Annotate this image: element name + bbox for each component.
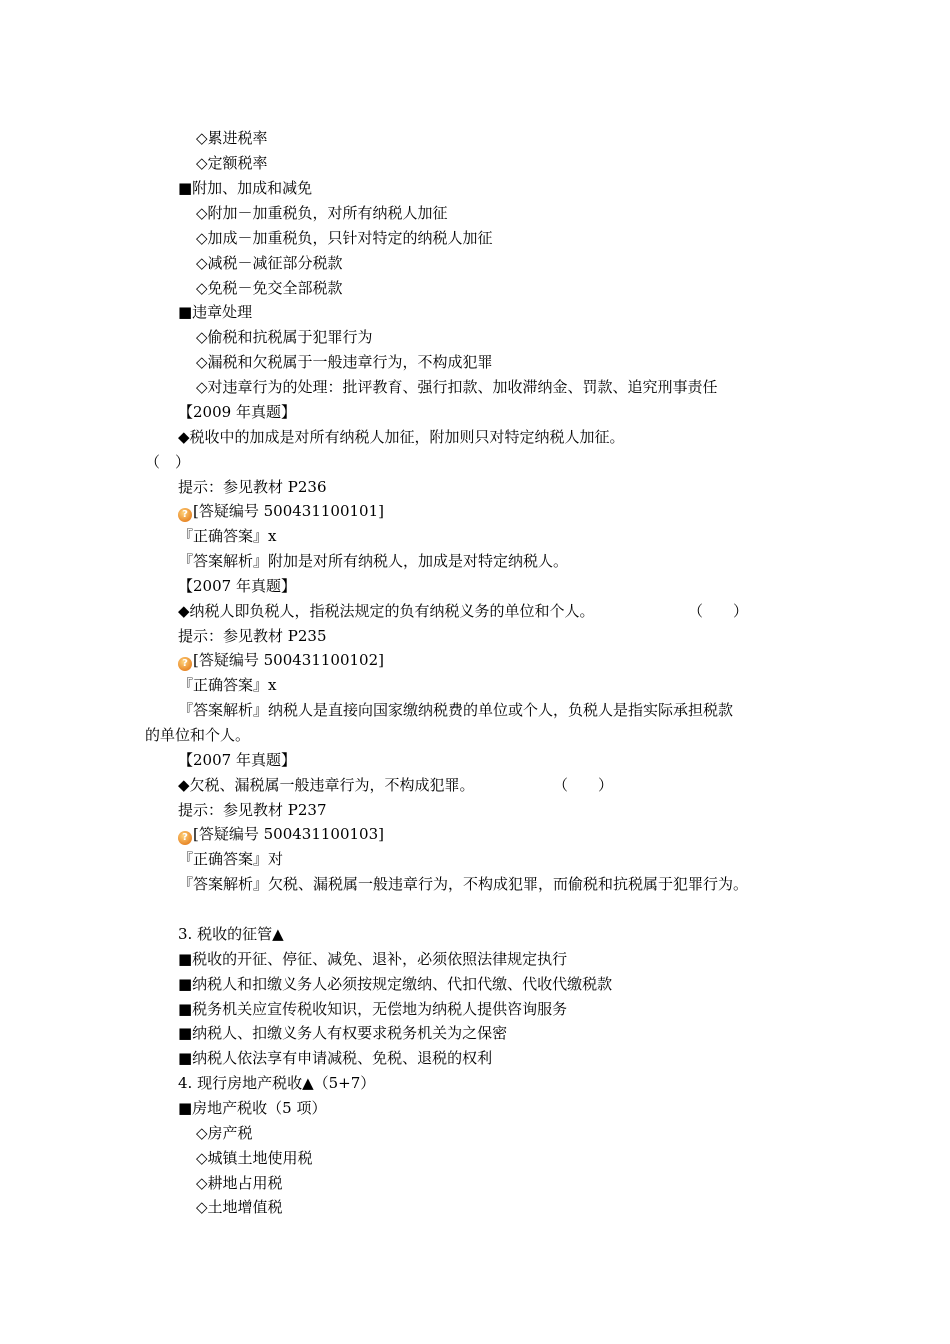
answer-explanation: 『答案解析』纳税人是直接向国家缴纳税费的单位或个人，负税人是指实际承担税款 [178, 701, 734, 719]
numbered-heading: 3. 税收的征管▲ [178, 925, 284, 943]
text-line: ◇城镇土地使用税 [196, 1149, 313, 1167]
text-line: ◇免税－免交全部税款 [196, 279, 343, 297]
qa-reference[interactable] [178, 650, 384, 671]
correct-answer: 『正确答案』x [178, 527, 277, 545]
answer-blank: （ ） [553, 776, 614, 794]
qa-reference-label[interactable]: [答疑编号 500431100102] [193, 651, 384, 669]
section-heading: ■违章处理 [178, 303, 253, 321]
section-heading: ■房地产税收（5 项） [178, 1099, 327, 1117]
hint-text: 提示：参见教材 P236 [178, 478, 327, 496]
text-line: ■纳税人、扣缴义务人有权要求税务机关为之保密 [178, 1024, 508, 1042]
exam-year-label: 【2007 年真题】 [178, 577, 296, 595]
text-line: ◇耕地占用税 [196, 1174, 283, 1192]
text-line: ■税务机关应宣传税收知识，无偿地为纳税人提供咨询服务 [178, 1000, 568, 1018]
qa-reference-label[interactable]: [答疑编号 500431100101] [193, 502, 384, 520]
correct-answer: 『正确答案』x [178, 676, 277, 694]
text-line: ◇附加－加重税负，对所有纳税人加征 [196, 204, 448, 222]
answer-blank: （ ） [688, 602, 749, 620]
numbered-heading: 4. 现行房地产税收▲（5+7） [178, 1074, 376, 1092]
answer-explanation-cont: 的单位和个人。 [145, 726, 251, 744]
section-heading: ■附加、加成和减免 [178, 179, 313, 197]
answer-explanation: 『答案解析』欠税、漏税属一般违章行为，不构成犯罪，而偷税和抗税属于犯罪行为。 [178, 875, 749, 893]
text-line: ■纳税人依法享有申请减税、免税、退税的权利 [178, 1049, 493, 1067]
text-line: ◇土地增值税 [196, 1198, 283, 1216]
text-line: ◇漏税和欠税属于一般违章行为，不构成犯罪 [196, 353, 493, 371]
text-line: ■税收的开征、停征、减免、退补，必须依照法律规定执行 [178, 950, 568, 968]
text-line: ◇减税－减征部分税款 [196, 254, 343, 272]
text-line: ◇累进税率 [196, 129, 268, 147]
exam-year-label: 【2007 年真题】 [178, 751, 296, 769]
hint-text: 提示：参见教材 P235 [178, 627, 327, 645]
answer-blank: （ ） [145, 453, 191, 471]
text-line: ■纳税人和扣缴义务人必须按规定缴纳、代扣代缴、代收代缴税款 [178, 975, 613, 993]
question-text: ◆税收中的加成是对所有纳税人加征，附加则只对特定纳税人加征。 [178, 428, 625, 446]
text-line: ◇偷税和抗税属于犯罪行为 [196, 328, 373, 346]
correct-answer: 『正确答案』对 [178, 850, 284, 868]
question-text: ◆欠税、漏税属一般违章行为，不构成犯罪。 [178, 776, 475, 794]
question-mark-icon[interactable]: ? [178, 831, 192, 845]
qa-reference-label[interactable]: [答疑编号 500431100103] [193, 825, 384, 843]
qa-reference[interactable] [178, 501, 384, 522]
text-line: ◇对违章行为的处理：批评教育、强行扣款、加收滞纳金、罚款、追究刑事责任 [196, 378, 718, 396]
question-text: ◆纳税人即负税人，指税法规定的负有纳税义务的单位和个人。 [178, 602, 595, 620]
exam-year-label: 【2009 年真题】 [178, 403, 296, 421]
text-line: ◇房产税 [196, 1124, 253, 1142]
hint-text: 提示：参见教材 P237 [178, 801, 327, 819]
question-mark-icon[interactable]: ? [178, 508, 192, 522]
text-line: ◇定额税率 [196, 154, 268, 172]
qa-reference[interactable] [178, 824, 384, 845]
question-mark-icon[interactable]: ? [178, 657, 192, 671]
answer-explanation: 『答案解析』附加是对所有纳税人，加成是对特定纳税人。 [178, 552, 569, 570]
text-line: ◇加成－加重税负，只针对特定的纳税人加征 [196, 229, 493, 247]
